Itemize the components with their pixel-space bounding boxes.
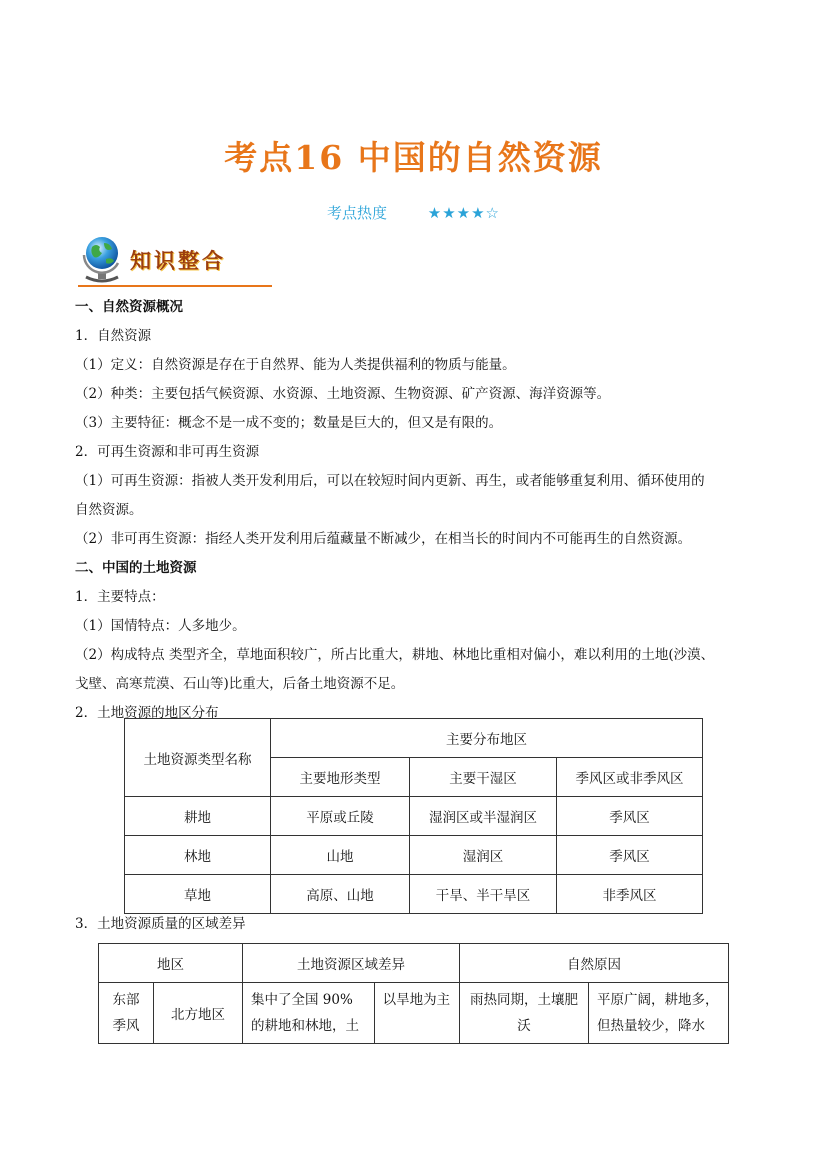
table-cell: 湿润区或半湿润区 xyxy=(410,797,557,836)
heat-stars: ★★★★☆ xyxy=(427,204,501,222)
table-cell: 林地 xyxy=(125,836,271,875)
text-line: （1）定义：自然资源是存在于自然界、能为人类提供福利的物质与能量。 xyxy=(75,357,516,373)
text-line: 戈壁、高寒荒漠、石山等)比重大，后备土地资源不足。 xyxy=(75,676,405,692)
text-line: （2）非可再生资源：指经人类开发利用后蕴藏量不断减少，在相当长的时间内不可能再生的自然资源。 xyxy=(75,531,692,547)
table-cell: 东部 季风 xyxy=(99,983,154,1044)
table-row xyxy=(125,836,703,875)
table-cell: 非季风区 xyxy=(557,875,703,914)
table-cell: 北方地区 xyxy=(154,983,243,1044)
table-cell: 干旱、半干旱区 xyxy=(410,875,557,914)
text-line: （1）国情特点：人多地少。 xyxy=(75,618,246,634)
text-line: 1．主要特点： xyxy=(75,589,165,605)
table-cell: 集中了全国 90%的耕地和林地，土 xyxy=(243,983,375,1044)
heat-label: 考点热度 xyxy=(326,204,387,222)
table-cell: 季风区 xyxy=(557,797,703,836)
table-cell: 平原广阔，耕地多，但热量较少，降水 xyxy=(589,983,729,1044)
table-header: 土地资源区域差异 xyxy=(243,944,460,983)
text-line: 一、自然资源概况 xyxy=(75,299,183,315)
text-line: 2．可再生资源和非可再生资源 xyxy=(75,444,260,460)
text-line: 2．土地资源的地区分布 xyxy=(75,705,219,721)
land-quality-table xyxy=(98,943,729,1044)
table-row xyxy=(125,797,703,836)
text-line: （3）主要特征：概念不是一成不变的；数量是巨大的，但又是有限的。 xyxy=(75,415,503,431)
section-heading-3: 3．土地资源质量的区域差异 xyxy=(75,916,246,932)
text-line: 二、中国的土地资源 xyxy=(75,560,197,576)
table-row xyxy=(99,983,729,1044)
table-cell: 高原、山地 xyxy=(271,875,410,914)
table-header: 主要分布地区 xyxy=(271,719,703,758)
table-header: 主要干湿区 xyxy=(410,758,557,797)
table-header: 季风区或非季风区 xyxy=(557,758,703,797)
table-header: 主要地形类型 xyxy=(271,758,410,797)
table-header: 地区 xyxy=(99,944,243,983)
page-title: 考点16 中国的自然资源 xyxy=(224,138,603,177)
land-distribution-table xyxy=(124,718,703,914)
table-row xyxy=(125,875,703,914)
table-header: 土地资源类型名称 xyxy=(125,719,271,797)
badge-label: 知识整合 xyxy=(130,249,226,273)
text-line: （1）可再生资源：指被人类开发利用后，可以在较短时间内更新、再生，或者能够重复利用、循环使用的 xyxy=(75,473,705,489)
text-line: （2）构成特点 类型齐全，草地面积较广，所占比重大，耕地、林地比重相对偏小，难以利用的土地(沙漠、 xyxy=(75,647,715,663)
table-cell: 以旱地为主 xyxy=(374,983,459,1044)
text-line: 自然资源。 xyxy=(75,502,143,518)
text-line: （2）种类：主要包括气候资源、水资源、土地资源、生物资源、矿产资源、海洋资源等。 xyxy=(75,386,611,402)
table-cell: 平原或丘陵 xyxy=(271,797,410,836)
table-cell: 耕地 xyxy=(125,797,271,836)
table-cell: 季风区 xyxy=(557,836,703,875)
globe-icon xyxy=(78,233,126,285)
body-text xyxy=(75,293,755,728)
table-cell: 雨热同期，土壤肥沃 xyxy=(460,983,589,1044)
badge-underline xyxy=(78,285,272,287)
exam-heat xyxy=(0,202,827,223)
table-cell: 湿润区 xyxy=(410,836,557,875)
table-cell: 草地 xyxy=(125,875,271,914)
text-line: 1．自然资源 xyxy=(75,328,152,344)
table-cell: 山地 xyxy=(271,836,410,875)
table-header: 自然原因 xyxy=(460,944,729,983)
section-badge xyxy=(78,233,278,289)
